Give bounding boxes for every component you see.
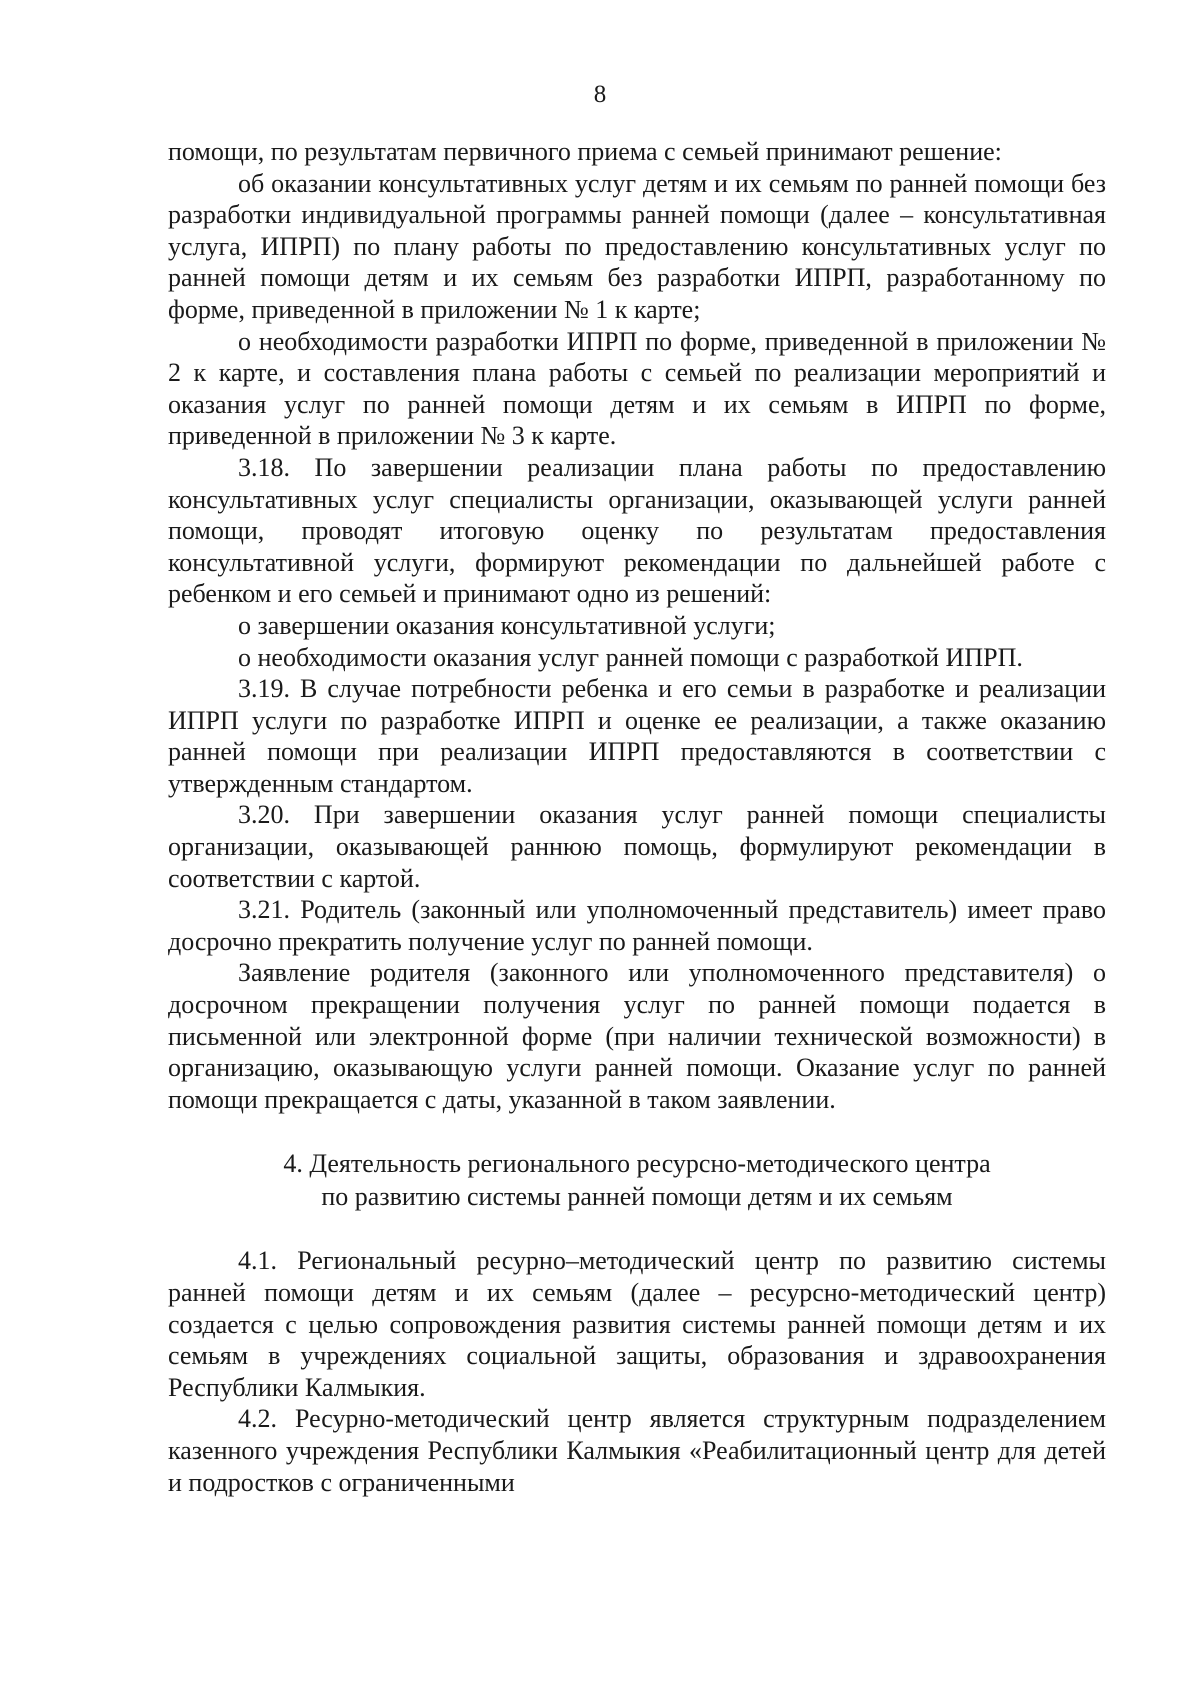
page-number: 8 <box>593 81 607 108</box>
paragraph: о необходимости разработки ИПРП по форме, приведенной в приложении № 2 к карте, и составления плана работы с семьей по реализации мероприятий и оказания услуг по ранней помощи детям и их семьям в ИПРП по форме, приведенной в приложении № 3 к карте. <box>168 326 1106 451</box>
paragraph: 3.21. Родитель (законный или уполномоченный представитель) имеет право досрочно прекратить получение услуг по ранней помощи. <box>168 895 1106 956</box>
paragraph: 4.1. Региональный ресурно–методический центр по развитию системы ранней помощи детям и их семьям (далее – ресурсно-методический центр) создается с целью сопровождения развития системы ранней помощи детям и их семьям в учреждениях социальной защиты, образования и здравоохранения Республики Калмыкия. <box>168 1246 1106 1402</box>
section-heading-line: по развитию системы ранней помощи детям и их семьям <box>321 1182 953 1212</box>
paragraph: Заявление родителя (законного или уполномоченного представителя) о досрочном прекращении получения услуг по ранней помощи подается в письменной или электронной форме (при наличии технической возможности) в организацию, оказывающую услуги ранней помощи. Оказание услуг по ранней помощи прекращается с даты, указанной в таком заявлении. <box>168 958 1106 1114</box>
paragraph: помощи, по результатам первичного приема с семьей принимают решение: <box>168 137 1002 166</box>
section-heading <box>168 1147 1106 1213</box>
paragraph: 3.19. В случае потребности ребенка и его семьи в разработке и реализации ИПРП услуги по разработке ИПРП и оценке ее реализации, а также оказанию ранней помощи при реализации ИПРП предоставляются в соответствии с утвержденным стандартом. <box>168 674 1106 798</box>
document-body <box>168 136 1106 1498</box>
paragraph: 4.2. Ресурно-методический центр является структурным подразделением казенного учреждения Республики Калмыкия «Реабилитационный центр для детей и подростков с ограниченными <box>168 1404 1106 1497</box>
paragraph: 3.20. При завершении оказания услуг ранней помощи специалисты организации, оказывающей раннюю помощь, формулируют рекомендации в соответствии с картой. <box>168 800 1106 893</box>
section-heading-line: 4. Деятельность регионального ресурсно-методического центра <box>283 1149 991 1179</box>
paragraph: 3.18. По завершении реализации плана работы по предоставлению консультативных услуг специалисты организации, оказывающей услуги ранней помощи, проводят итоговую оценку по результатам предоставления консультативной услуги, формируют рекомендации по дальнейшей работе с ребенком и его семьей и принимают одно из решений: <box>168 452 1106 609</box>
paragraph: о завершении оказания консультативной услуги; <box>238 610 776 640</box>
paragraph: об оказании консультативных услуг детям и их семьям по ранней помощи без разработки индивидуальной программы ранней помощи (далее – консультативная услуга, ИПРП) по плану работы по предоставлению консультативных услуг по ранней помощи детям и их семьям без разработки ИПРП, разработанному по форме, приведенной в приложении № 1 к карте; <box>168 168 1106 324</box>
paragraph: о необходимости оказания услуг ранней помощи с разработкой ИПРП. <box>238 642 1023 672</box>
